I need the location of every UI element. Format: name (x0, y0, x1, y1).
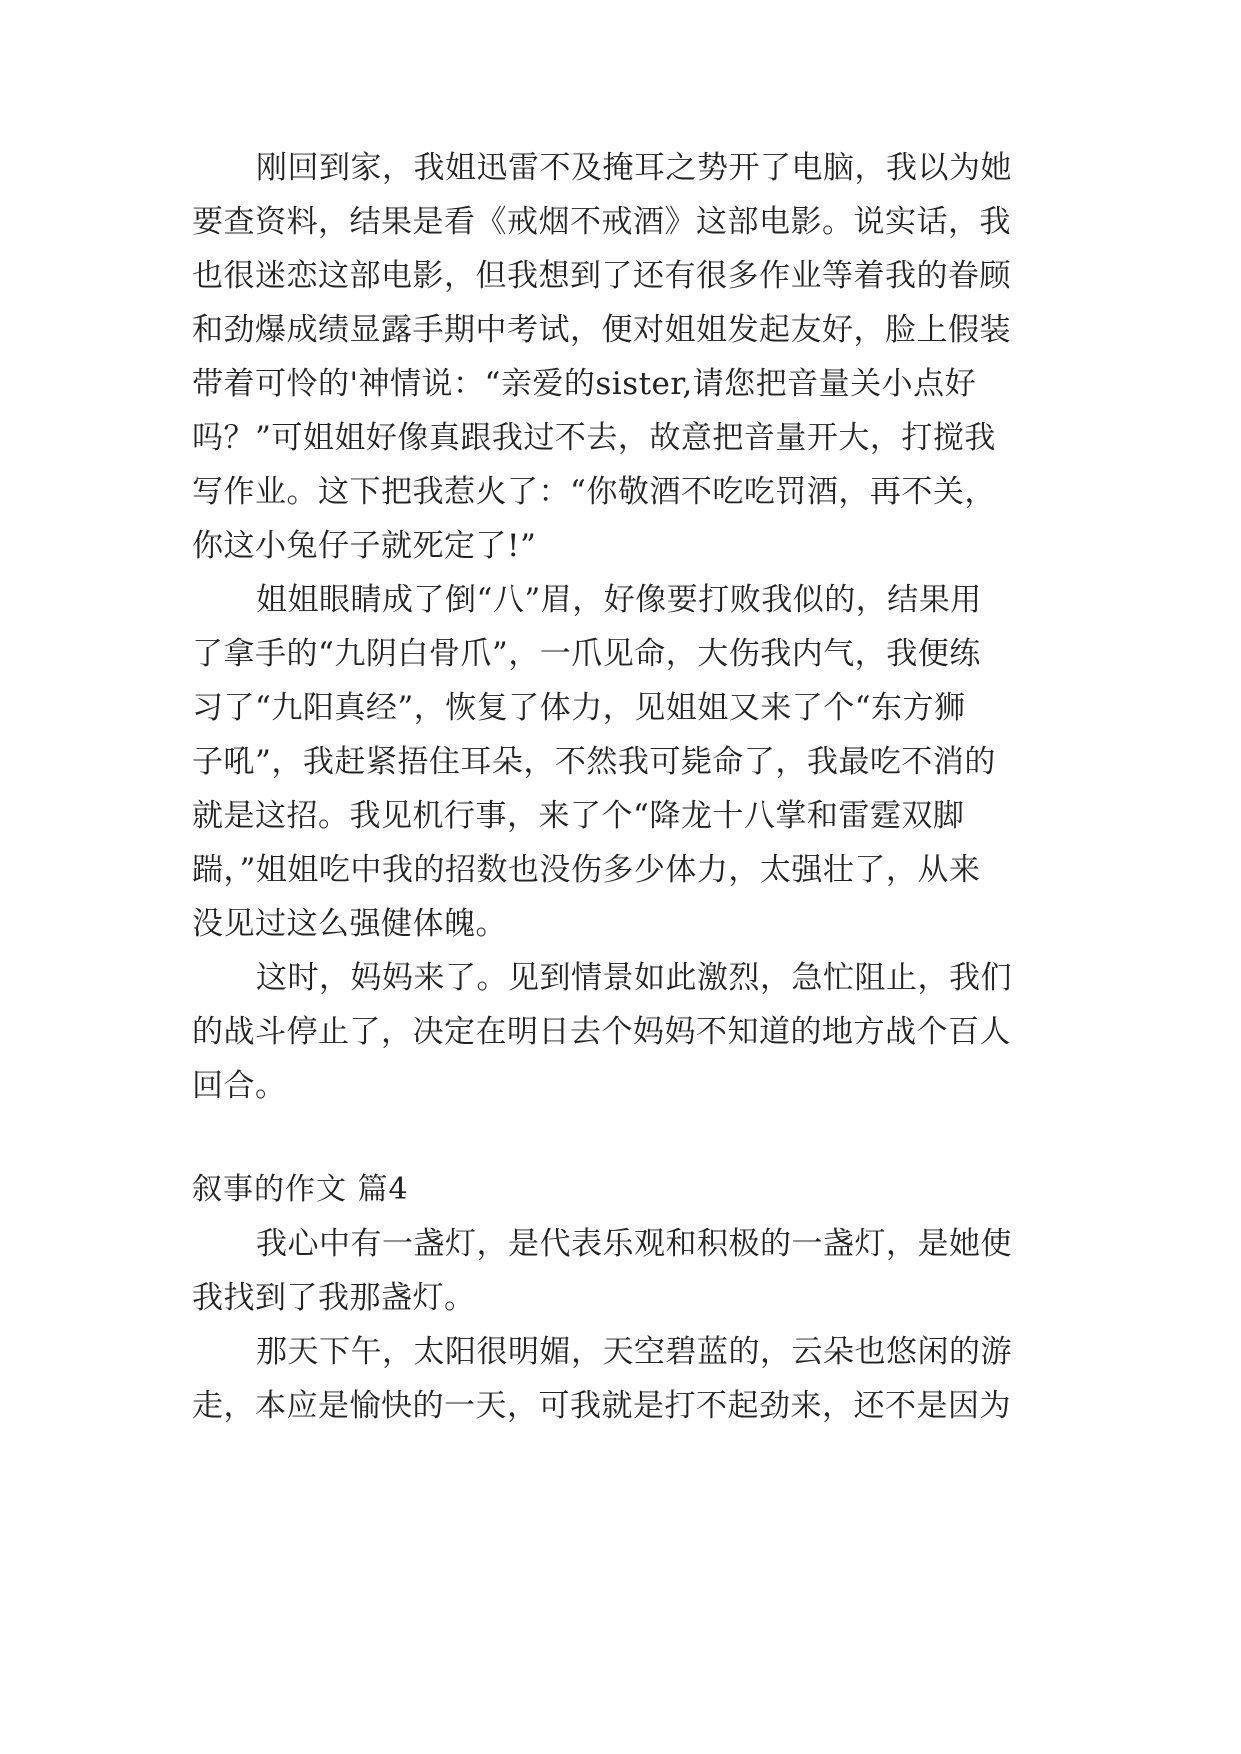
paragraph-2-line-3: 习了“九阳真经”，恢复了体力，见姐姐又来了个“东方狮 (192, 690, 966, 726)
paragraph-1-line-1: 刚回到家，我姐迅雷不及掩耳之势开了电脑，我以为她 (256, 150, 1012, 186)
paragraph-3-line-3: 回合。 (192, 1068, 287, 1104)
paragraph-3-line-2: 的战斗停止了，决定在明日去个妈妈不知道的地方战个百人 (192, 1014, 1011, 1050)
paragraph-1-line-5: 带着可怜的'神情说：“亲爱的sister,请您把音量关小点好 (192, 366, 977, 402)
paragraph-2-line-7: 没见过这么强健体魄。 (192, 906, 507, 942)
section-4-paragraph-2-line-2: 走，本应是愉快的一天，可我就是打不起劲来，还不是因为 (192, 1388, 1011, 1424)
paragraph-1-line-7: 写作业。这下把我惹火了：“你敬酒不吃吃罚酒，再不关， (192, 474, 996, 510)
paragraph-1-line-4: 和劲爆成绩显露手期中考试，便对姐姐发起友好，脸上假装 (192, 312, 1011, 348)
paragraph-1-line-2: 要查资料，结果是看《戒烟不戒酒》这部电影。说实话，我 (192, 204, 1011, 240)
section-heading: 叙事的作文 篇4 (192, 1172, 409, 1207)
paragraph-3-line-1: 这时，妈妈来了。见到情景如此激烈，急忙阻止，我们 (256, 960, 1012, 996)
section-4-paragraph-2-line-1: 那天下午，太阳很明媚，天空碧蓝的，云朵也悠闲的游 (256, 1334, 1012, 1370)
section-4-paragraph-1-line-1: 我心中有一盏灯，是代表乐观和积极的一盏灯，是她使 (256, 1226, 1012, 1262)
paragraph-1-line-8: 你这小兔仔子就死定了!” (192, 528, 537, 564)
paragraph-2-line-4: 子吼”，我赶紧捂住耳朵，不然我可毙命了，我最吃不消的 (192, 744, 996, 780)
paragraph-2-line-2: 了拿手的“九阴白骨爪”，一爪见命，大伤我内气，我便练 (192, 636, 981, 672)
paragraph-1-line-3: 也很迷恋这部电影，但我想到了还有很多作业等着我的眷顾 (192, 258, 1011, 294)
paragraph-2-line-1: 姐姐眼睛成了倒“八”眉，好像要打败我似的，结果用 (256, 582, 982, 618)
paragraph-2-line-6: 踹，”姐姐吃中我的招数也没伤多少体力，太强壮了，从来 (192, 852, 981, 888)
paragraph-1-line-6: 吗？”可姐姐好像真跟我过不去，故意把音量开大，打搅我 (192, 420, 996, 456)
paragraph-2-line-5: 就是这招。我见机行事，来了个“降龙十八掌和雷霆双脚 (192, 798, 965, 834)
section-4-paragraph-1-line-2: 我找到了我那盏灯。 (192, 1280, 476, 1316)
